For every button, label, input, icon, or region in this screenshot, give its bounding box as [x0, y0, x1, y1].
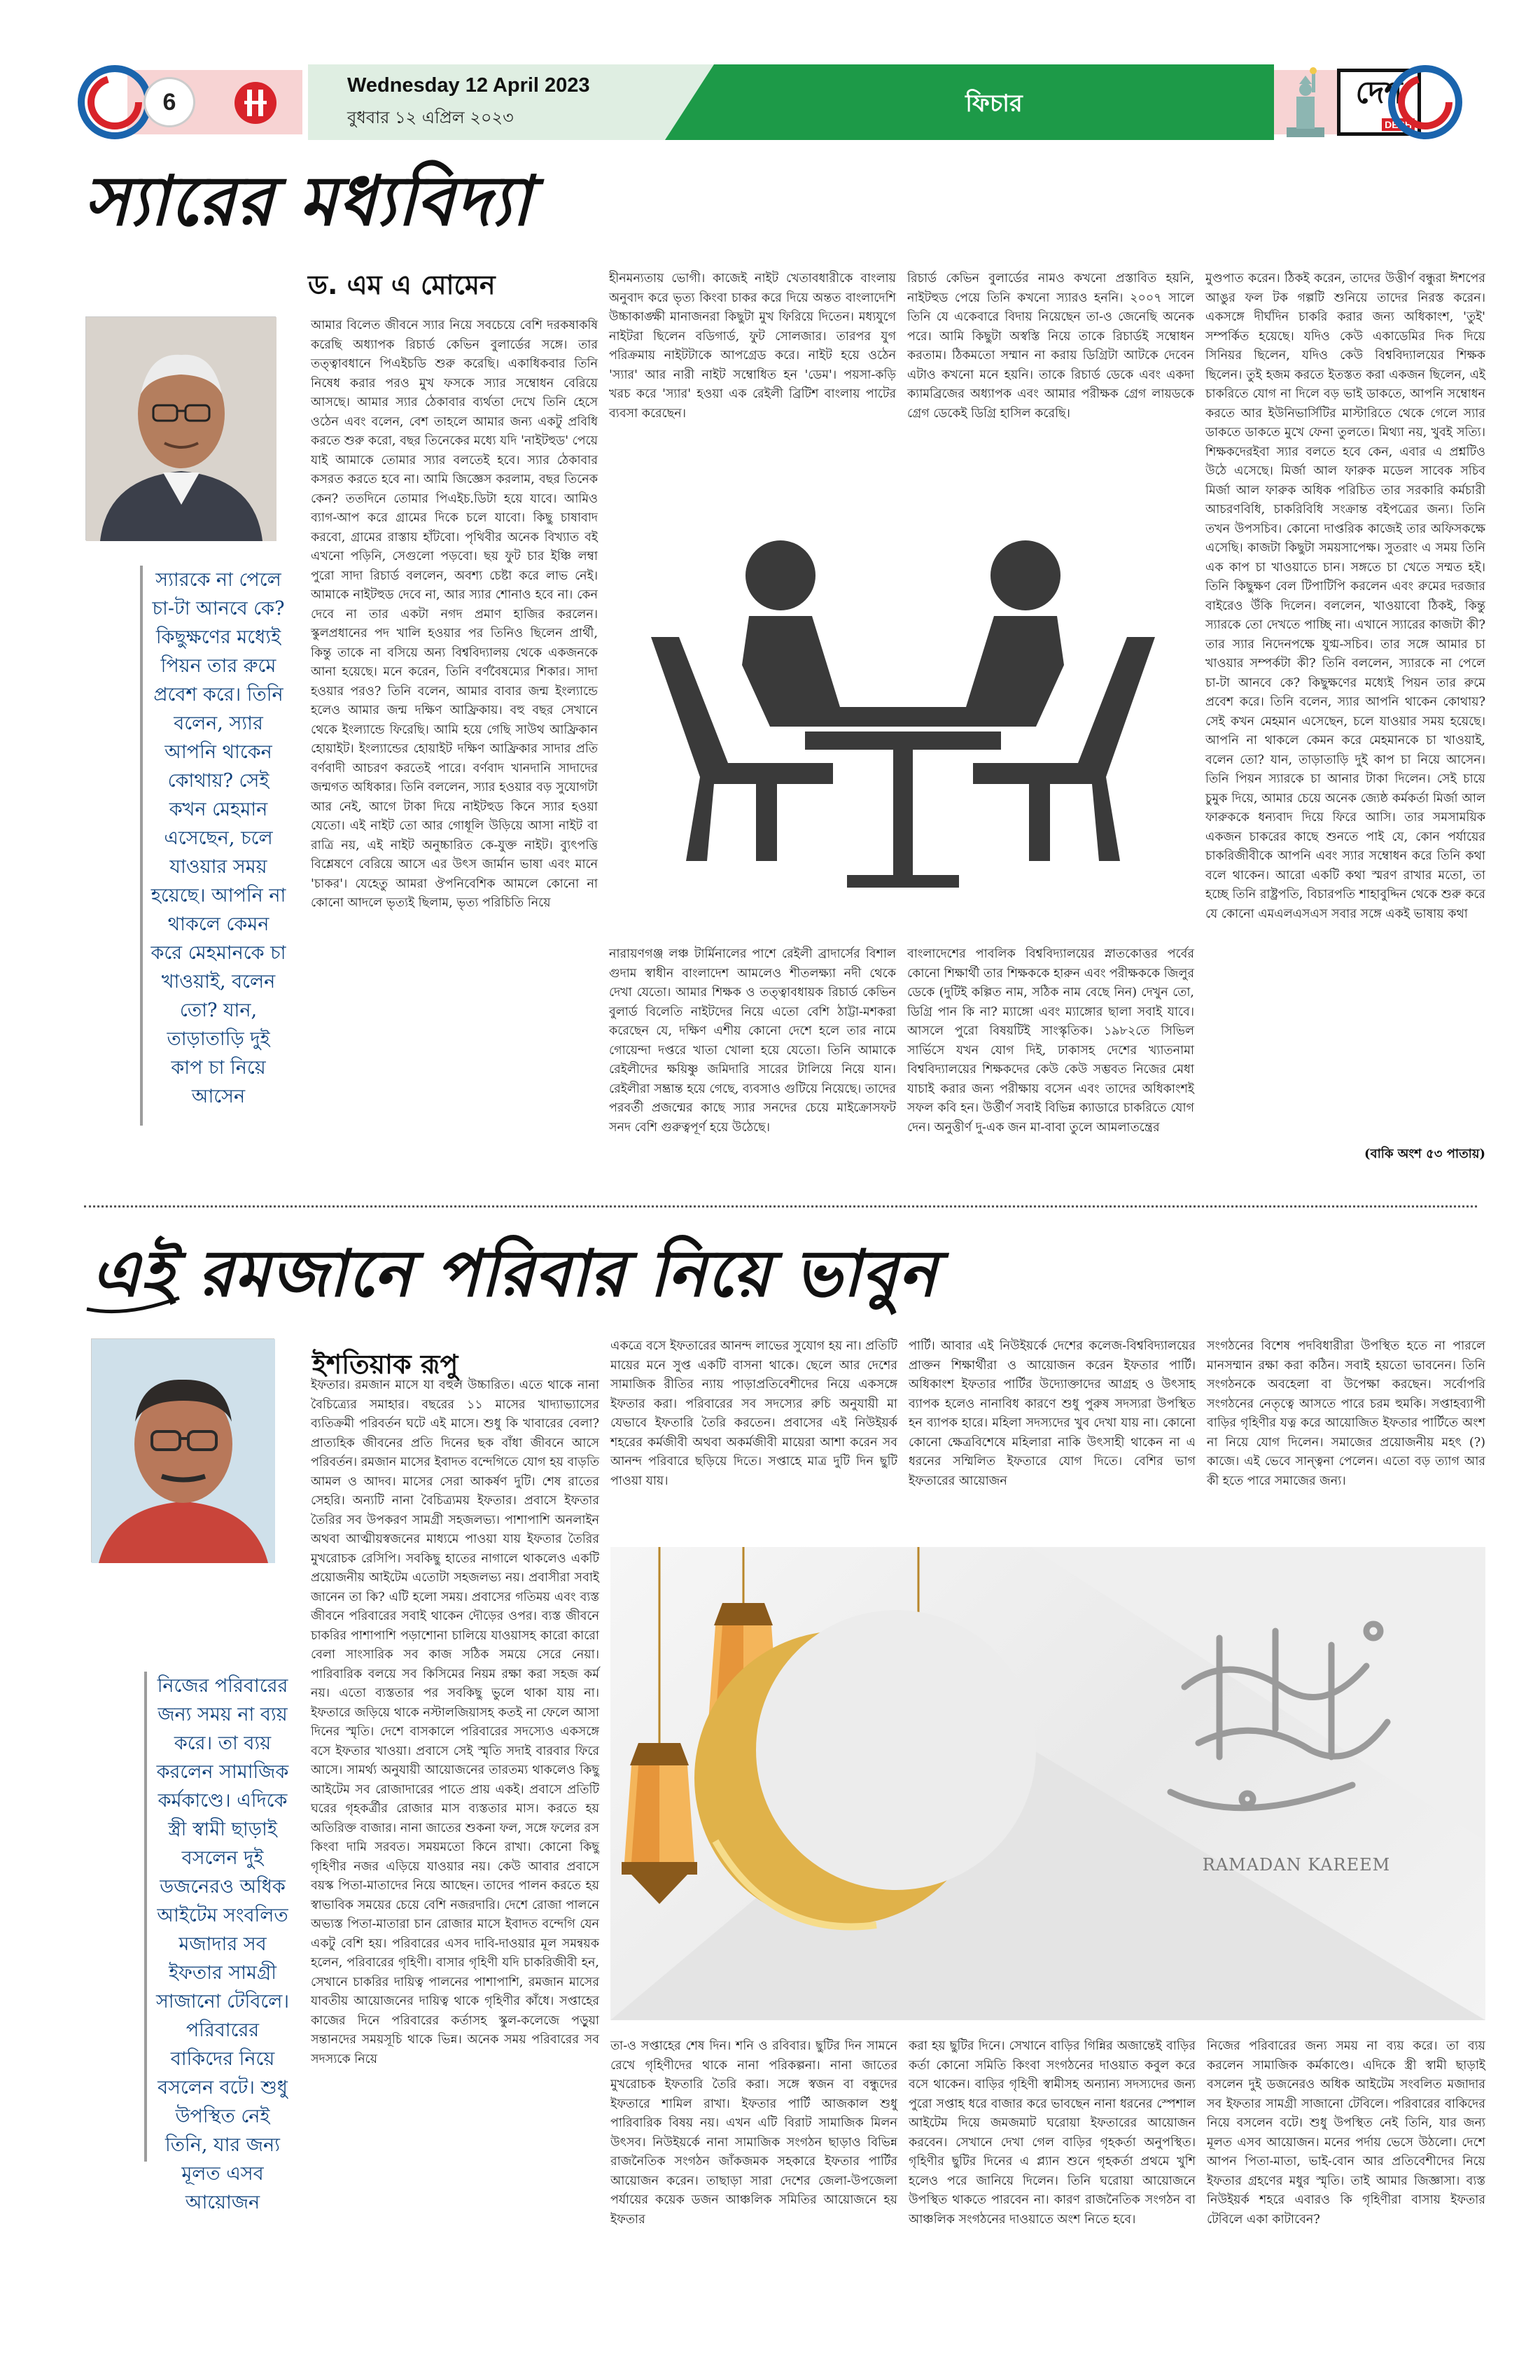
article2-column-4b	[1207, 2037, 1485, 2296]
meeting-illustration	[630, 532, 1176, 896]
article2-headline: এই রমজানে পরিবার নিয়ে ভাবুন	[91, 1236, 938, 1311]
article2-pullquote: নিজের পরিবারের জন্য সময় না ব্যয় করে। তা ব্যয় করলেন সামাজিক কর্মকাণ্ডে। এদিকে স্ত্রী স্বামী ছাড়াই বসলেন দুই ডজনেরও অধিক আইটেম সংবলিত মজাদার সব ইফতার সামগ্রী সাজানো টেবিলে। পরিবারের বাকিদের নিয়ে বসলেন বটে। শুধু উপস্থিত নেই তিনি, যার জন্য মূলত এসব আয়োজন	[144, 1672, 291, 2162]
desh-logo-sub: DESH	[1382, 118, 1415, 131]
article1-col1-text: আমার বিলেত জীবনে স্যার নিয়ে সবচেয়ে বেশি দরকষাকষি করেছি অধ্যাপক রিচার্ড কেভিন বুলার্ডের সঙ্গে। তার তত্ত্বাবধানে পিএইচডি শুরু করেছি। একাধিকবার তিনি নিষেধ করার পরও মুখ ফসকে স্যার সম্বোধন বেরিয়ে আসছে। আমার স্যার ঠেকাবার ব্যর্থতা দেখে তিনি হেসে ওঠেন এবং বলেন, বেশ তাহলে আমার জন্য একটু প্রবিধি করতে শুরু করো, বছর তিনেকের মধ্যে যদি 'নাইটহুড' পেয়ে যাই আমাকে তোমার স্যার বলতেই হবে। স্যার ঠেকাবার কসরত করতে হবে না। আমি জিজ্ঞেস করলাম, বছর তিনেক কেন? ততদিনে তোমার পিএইচ.ডিটা হয়ে যাবে। আমিও ব্যাগ-আপ করে গ্রামের দিকে চলে যাবো। কিছু চাষাবাদ করবো, গ্রামের রাস্তায় হাঁটবো। পৃথিবীর অনেক বিখ্যাত বই এখনো পড়িনি, সেগুলো পড়বো। ছয় ফুট চার ইঞ্চি লম্বা পুরো সাদা রিচার্ড বললেন, অবশ্য চেষ্টা করে লাভ নেই। আমাকে নাইটহুড দেবে না, আর স্যার শোনাও হবে না। কেন দেবে না তার একটা নগদ প্রমাণ হাজির করলেন। স্কুলপ্রধানের পদ খালি হওয়ার পর তিনিও ছিলেন প্রার্থী, কিন্তু তাকে না বসিয়ে অন্য বিশ্ববিদ্যালয় থেকে একজনকে আনা হয়েছে। মনে করেন, তিনি বর্ণবৈষম্যের শিকার। সাদা হওয়ার পরও? তিনি বলেন, আমার বাবার জন্ম ইংল্যান্ডে হলেও আমার জন্ম দক্ষিণ আফ্রিকায়। বহু বছর সেখানে থেকে ইংল্যান্ডে ফিরেছি। আমি হয়ে গেছি সাউথ আফ্রিকান হোয়াইট। ইংল্যান্ডের হোয়াইট দক্ষিণ আফ্রিকার সাদার প্রতি বর্ণবাদী আচরণ করতেই পারে। বর্ণবাদ খানদানি সাদাদের জন্মগত অধিকার। তিনি বললেন, স্যার হওয়ার বড় সুযোগটা আর নেই, আগে টাকা দিয়ে নাইটহুড কিনে স্যার হওয়া যেতো। এই নাইট তো আর গোধূলি উড়িয়ে আসা নাইট বা রাত্রি নয়, এই নাইট অনুচ্চারিত কে-যুক্ত নাইট। ব্যুৎপত্তি বিশ্লেষণে বেরিয়ে আসে এর উৎস জার্মান ভাষা এবং মানে 'চাকর'। যেহেতু আমরা ঔপনিবেশিক আমলে কোনো না কোনো আদলে ভৃত্যই ছিলাম, ভৃত্য পরিচিতি নিয়ে	[311, 318, 598, 910]
article2-col2b-text: তা-ও সপ্তাহের শেষ দিন। শনি ও রবিবার। ছুটির দিন সামনে রেখে গৃহিণীদের থাকে নানা পরিকল্পনা। নানা জাতের মুখরোচক ইফতারি তৈরি করা। সঙ্গে স্বজন বা বন্ধুদের ইফতারে শামিল রাখা। ইফতার পার্টি আজকাল শুধু পারিবারিক বিষয় নয়। এখন এটি বিরাট সামাজিক মিলন উৎসব। নিউইয়র্কে নানা সামাজিক সংগঠন ছাড়াও বিভিন্ন রাজনৈতিক সংগঠন জাঁকজমক সহকারে ইফতার পার্টির আয়োজন করেন। তাছাড়া সারা দেশের জেলা-উপজেলা পর্যায়ের কয়েক ডজন আঞ্চলিক সমিতির আয়োজনে হয় ইফতার	[610, 2039, 897, 2227]
headline-swash	[84, 1288, 182, 1316]
article1-author-photo	[85, 316, 276, 540]
article2-col3b-text: করা হয় ছুটির দিনে। সেখানে বাড়ির গিন্নির অজান্তেই বাড়ির কর্তা কোনো সমিতি কিংবা সংগঠনের দাওয়াত কবুল করে বসে থাকেন। বাড়ির গৃহিণী স্বামীসহ অন্যান্য সদস্যদের জন্য পুরো সপ্তাহ ধরে বাজার করে ভাবছেন নানা ধরনের স্পেশাল আইটেম দিয়ে জমজমাট ঘরোয়া ইফতারের আয়োজন করবেন। সেখানে দেখা গেল বাড়ির গৃহকর্তা অনুপস্থিত। গৃহিণীর ছুটির দিনের এ প্ল্যান শুনে গৃহকর্তা প্রথমে খুশি হলেও পরে জানিয়ে দিলেন। তিনি ঘরোয়া আয়োজনে উপস্থিত থাকতে পারবেন না। কারণ রাজনৈতিক সংগঠন বা আঞ্চলিক সংগঠনের দাওয়াতে অংশ নিতে হবে।	[909, 2039, 1196, 2227]
article2-column-4a	[1207, 1337, 1485, 1533]
article1-column-2b	[609, 945, 896, 1162]
section-title: ফিচার	[965, 90, 1023, 118]
article1-col3a-text: রিচার্ড কেভিন বুলার্ডের নামও কখনো প্রস্তাবিত হয়নি, নাইটহুড পেয়ে তিনি কখনো স্যারও হননি। ২০০৭ সালে তিনি যে একেবারে বিদায় নিয়েছেন তা-ও জেনেছি অনেক পরে। আমি কিছুটা অস্বস্তি নিয়ে তাকে রিচার্ডই সম্বোধন করতাম। ঠিকমতো সম্মান না করায় ডিগ্রিটা আটকে দেবেন এটাও কখনো মনে হয়নি। তাকে রিচার্ড ডেকে এবং একদা ক্যামব্রিজের অধ্যাপক এবং আমার পরীক্ষক গ্রেগ লায়ডকে গ্রেগ ডেকেই ডিগ্রি হাসিল করেছি।	[907, 272, 1194, 421]
article-separator	[84, 1205, 1477, 1208]
article1-headline: স্যারের মধ্যবিদ্যা	[84, 161, 532, 241]
article1-column-3a	[907, 270, 1194, 486]
article2-col4a-text: সংগঠনের বিশেষ পদবিধারীরা উপস্থিত হতে না পারলে মানসম্মান রক্ষা করা কঠিন। সবাই হয়তো ভাবনেন। তিনি সংগঠনকে অবহেলা বা উপেক্ষা করছেন। সর্বোপরি সংগঠনের নেতৃত্বে আসতে পারে চরম হুমকি। সপ্তাহব্যাপী বাড়ির গৃহিণীর যত্ন করে আয়োজিত ইফতার পার্টিতে অংশ না নিয়ে যোগ দিলেন। সমাজের প্রয়োজনীয় মহৎ (?) কাজে। এই ভেবে সান্ত্বনা পেলেন। এতো বড় ত্যাগ আর কী হতে পারে সমাজের জন্য।	[1207, 1339, 1485, 1488]
article2-col3a-text: পার্টি। আবার এই নিউইয়র্কে দেশের কলেজ-বিশ্ববিদ্যালয়ের প্রাক্তন শিক্ষার্থীরা ও আয়োজন করেন ইফতার পার্টি। অধিকাংশ ইফতার পার্টির উদ্যোক্তাদের আগ্রহ ও উৎসাহ ব্যাপক হলেও নানাবিধ কারণে শুধু পুরুষ সদস্যরা উপস্থিত হন ব্যাপক হারে। মহিলা সদস্যদের খুব দেখা যায় না। কোনো কোনো ক্ষেত্রবিশেষে মহিলারা নাকি উৎসাহী থাকেন না এ ধরনের সম্মিলিত ইফতারে যোগ দিতে। বেশির ভাগ ইফতারের আয়োজন	[909, 1339, 1196, 1488]
article2-column-1	[311, 1376, 599, 2293]
article1-col2b-text: নারায়ণগঞ্জ লঞ্চ টার্মিনালের পাশে রেইলী ব্রাদার্সের বিশাল গুদাম স্বাধীন বাংলাদেশ আমলেও শীতলক্ষ্যা নদী থেকে দেখা যেতো। আমার শিক্ষক ও তত্ত্বাবধায়ক রিচার্ড কেভিন বুলার্ড বিলেতি নাইটদের নিয়ে এতো বেশি ঠাট্টা-মশকরা করেছেন যে, দক্ষিণ এশীয় কোনো দেশে হলে তার নামে গোয়েন্দা দপ্তরে খাতা খোলা হয়ে যেতো। তিনি আমাকে রেইলীদের ক্ষয়িষ্ণু জমিদারি সারের টালিয়ে নিয়ে যান। রেইলীরা সম্ভ্রান্ত হয়ে গেছে, ব্যবসাও গুটিয়ে নিয়েছে। তাদের পরবর্তী প্রজন্মের কাছে স্যার সনদের চেয়ে মাইক্রোসফট সনদ বেশি গুরুত্বপূর্ণ হয়ে উঠেছে।	[609, 947, 896, 1135]
article1-col4-text: মুণ্ডপাত করেন। ঠিকই করেন, তাদের উত্তীর্ণ বন্ধুরা ঈশপের আঙুর ফল টক গল্পটি শুনিয়ে তাদের নিরস্ত করেন। একসঙ্গে দীর্ঘদিন চাকরি করার জন্য অধিকাংশ, 'তুই' সম্পর্কিত হয়েছে। যদিও কেউ একাডেমির দিক দিয়ে সিনিয়র ছিলেন, যদিও কেউ বিশ্ববিদ্যালয়ের শিক্ষক ছিলেন। তুই হজম করতে ইতস্তত করা একজন ছিলেন, এই চাকরিতে যোগ না দিলে বড় ভাই ডাকতে, আপনি সম্বোধন করতে আর ইউনিভার্সিটির মাস্টারিতে থেকে গেলে স্যার ডাকতে ডাকতে মুখে ফেনা তুলতে। মিথ্যা নয়, খুবই সত্যি। শিক্ষকদেরইবা স্যার বলতে হবে কেন, এবার এ প্রশ্নটিও উঠে এসেছে। মির্জা আল ফারুক মডেল সাবেক সচিব মির্জা আল ফারুক অধিক পরিচিত তার সরকারি কর্মচারী আচরণবিধি, চাকরিবিধি সংক্রান্ত বইপত্রের জন্য। তিনি তখন উপসচিব। কোনো দাপ্তরিক কাজেই তার অফিসকক্ষে এসেছি। কাজটা কিছুটা সময়সাপেক্ষ। সুতরাং এ সময় তিনি এক কাপ চা খাওয়াতে চান। সঙ্গতে চা খেতে সম্মত হই। তিনি কিছুক্ষণ বেল টিপাটিপি করলেন এবং রুমের দরজার বাইরেও উঁকি দিলেন। বললেন, খাওয়াবো ঠিকই, কিন্তু স্যারকে তো দেখতে পাচ্ছি না। এখানে স্যারের কাজটা কী? তার স্যার নিদেনপক্ষে যুগ্ম-সচিব। তার সঙ্গে আমার চা খাওয়ার সম্পর্কটা কী? তিনি বললেন, স্যারকে না পেলে চা-টা আনবে কে? কিছুক্ষণের মধ্যেই পিয়ন তার রুমে প্রবেশ করে। তিনি বলেন, স্যার আপনি থাকেন কোথায়? সেই কখন মেহমান এসেছেন, চলে যাওয়ার সময় হয়েছে। আপনি না থাকলে কেমন করে মেহমানকে চা খাওয়াই, বলেন তো? যান, তাড়াতাড়ি দুই কাপ চা নিয়ে আসেন। তিনি পিয়ন স্যারকে চা আনার টাকা দিলেন। সেই চায়ে চুমুক দিয়ে, আমার চেয়ে অনেক জ্যেষ্ঠ কর্মকর্তা মির্জা আল ফারুককে ধন্যবাদ দিয়ে ফিরে আসি। তার সমসাময়িক একজন চাকরের কাছে শুনতে পাই যে, কোন পর্যায়ের চাকরিজীবীকে আপনি এবং স্যার সম্বোধন করে তিনি কথা বলে থাকেন। আরো একটি কথা স্মরণ রাখার মতো, তা হচ্ছে তিনি রাষ্ট্রপতি, বিচারপতি শাহাবুদ্দিন থেকে শুরু করে যে কোনো এমএলএসএস সবার সঙ্গে একই ভাষায় কথা	[1205, 272, 1485, 921]
article2-author-photo	[91, 1338, 274, 1562]
article1-column-4	[1205, 270, 1485, 1143]
article1-col2a-text: হীনমন্যতায় ভোগী। কাজেই নাইট খেতাবধারীকে বাংলায় অনুবাদ করে ভৃত্য কিংবা চাকর করে দিয়ে অন্তত বাংলাদেশি উচ্চাকাঙ্ক্ষী মানাজনরা কিছুটা মুখ ফিরিয়ে দিতেন। মধ্যযুগে নাইটরা ছিলেন বডিগার্ড, ফুট সোলজার। তারপর যুগ পরিক্রমায় নাইটটাকে আপগ্রেড করে। নাইট হয়ে ওঠেন 'স্যার' আর নারী নাইট সম্বোধিত হন 'ডেম'। পয়সা-কড়ি খরচ করে 'স্যার' হওয়া এক রেইলী ব্রিটিশ বাংলায় পাটের ব্যবসা করেছেন।	[609, 272, 896, 421]
ramadan-kareem-image	[610, 1547, 1485, 2020]
date-english: Wednesday 12 April 2023	[347, 74, 590, 97]
ramadan-artwork	[610, 1547, 1485, 2020]
article1-pullquote: স্যারকে না পেলে চা-টা আনবে কে? কিছুক্ষণের মধ্যেই পিয়ন তার রুমে প্রবেশ করে। তিনি বলেন, স্যার আপনি থাকেন কোথায়? সেই কখন মেহমান এসেছেন, চলে যাওয়ার সময় হয়েছে। আপনি না থাকলে কেমন করে মেহমানকে চা খাওয়াই, বলেন তো? যান, তাড়াতাড়ি দুই কাপ চা নিয়ে আসেন	[140, 566, 287, 1126]
article1-column-1	[311, 316, 598, 1163]
lantern-icon	[622, 1743, 697, 1904]
desh-mark-icon	[227, 80, 284, 126]
article1-col3b-text: বাংলাদেশের পাবলিক বিশ্ববিদ্যালয়ের স্নাতকোত্তর পর্বের কোনো শিক্ষার্থী তার শিক্ষককে হারুন এবং পরীক্ষককে জিলুর ডেকে (দুটিই কল্পিত নাম, সঠিক নাম বেছে নিন) দেখুন তো, ডিগ্রি পান কি না? ম্যাঙ্গো এবং ম্যাঙ্গোর ছালা সবাই যাবে। আসলে পুরো বিষয়টিই সাংস্কৃতিক। ১৯৮২তে সিভিল সার্ভিসে যখন যোগ দিই, ঢাকাসহ দেশের খ্যাতনামা বিশ্ববিদ্যালয়ের শিক্ষকদের কেউ কেউ সম্ভবত নিজের মেধা যাচাই করার জন্য পরীক্ষায় বসেন এবং তাদের অধিকাংশই সফল কবি হন। উর্ত্তীর্ণ সবাই বিভিন্ন ক্যাডারে চাকরিতে যোগ দেন। অনুত্তীর্ণ দু-এক জন মা-বাবা তুলে আমলাতন্ত্রের	[907, 947, 1195, 1135]
date-bangla: বুধবার ১২ এপ্রিল ২০২৩	[347, 108, 514, 127]
article1-continued-note: (বাকি অংশ ৫৩ পাতায়)	[1364, 1147, 1485, 1161]
article1-column-3b	[907, 945, 1194, 1162]
circle-ornament-right	[1386, 64, 1463, 140]
ramadan-kareem-caption: RAMADAN KAREEM	[1202, 1855, 1391, 1875]
author-portrait-icon	[86, 317, 276, 541]
page-header	[77, 64, 1463, 140]
article2-author: ইশতিয়াক রূপু	[312, 1349, 458, 1380]
page-number-badge	[144, 77, 195, 127]
article2-col4b-text: নিজের পরিবারের জন্য সময় না ব্যয় করে। তা ব্যয় করলেন সামাজিক কর্মকাণ্ডে। এদিকে স্ত্রী স্বামী ছাড়াই বসলেন দুই ডজনেরও অধিক আইটেম সংবলিত মজাদার সব ইফতার সামগ্রী সাজানো টেবিলে। পরিবারের বাকিদের নিয়ে বসলেন বটে। শুধু উপস্থিত নেই তিনি, যার জন্য মূলত এসব আয়োজন। মনের পর্দায় ভেসে উঠলো। দেশে আপন পিতা-মাতা, ভাই-বোন আর প্রতিবেশীদের নিয়ে ইফতার গ্রহণের মধুর স্মৃতি। তাই আমার জিজ্ঞাসা। ব্যস্ত নিউইয়র্ক শহরে এবারও কি গৃহিণীরা বাসায় ইফতার টেবিলে একা কাটাবেন?	[1207, 2039, 1485, 2227]
statue-of-liberty-icon	[1281, 66, 1330, 139]
article1-column-2a	[609, 270, 896, 486]
article2-column-2a	[610, 1337, 897, 1533]
article2-column-2b	[610, 2037, 897, 2296]
author-portrait-icon	[92, 1339, 275, 1563]
article2-col1-text: ইফতার। রমজান মাসে যা বহুল উচ্চারিত। এতে থাকে নানা বৈচিত্র্যের সমাহার। বছরের ১১ মাসের খাদ্যাভ্যাসের ব্যতিক্রমী পরিবর্তন ঘটে এই মাসে। শুধু কি খাবারের বেলা? প্রাত্যহিক জীবনের প্রতি দিনের ছক বাঁধা জীবনে আসে পরিবর্তন। রমজান মাসের ইবাদত বন্দেগিতে যোগ হয় বাড়তি আমল ও আদব। মাসের সেরা আকর্ষণ দুটি। শেষ রাতের সেহরি। অন্যটি নানা বৈচিত্র্যময় ইফতার। প্রবাসে ইফতার তৈরির সব উপকরণ সামগ্রী সহজলভ্য। পাশাপাশি অনলাইন অথবা আত্মীয়স্বজনের মাধ্যমে পাওয়া যায় ইফতার তৈরির মুখরোচক রেসিপি। সবকিছু হাতের নাগালে থাকলেও একটি প্রয়োজনীয় আইটেম এতোটা সহজলভ্য নয়। প্রবাসীরা সবাই জানেন তা কি? এটি হলো সময়। প্রবাসের গতিময় এবং ব্যস্ত জীবনে পরিবারের সবাই থাকেন দৌড়ের ওপর। ব্যস্ত জীবনে চাকরির পাশাপাশি পড়াশোনা চালিয়ে যাওয়াসহ কারো কারো বেলা সাংসারিক সব কাজ সঠিক সময়ে সেরে নেয়া। পারিবারিক বলয়ে সব কিসিমের নিয়ম রক্ষা করা সহজ কর্ম নয়। এতো ব্যস্ততার পর সবকিছু ভুলে থাকা যায় না। ইফতারে জড়িয়ে থাকে নস্টালজিয়াসহ কতই না ফেলে আসা দিনের স্মৃতি। দেশে বাসকালে পরিবারের সদস্যেও একসঙ্গে বসে ইফতার খাওয়া। প্রবাসে সেই স্মৃতি সদাই বারবার ফিরে আসে। সামর্থ্য অনুযায়ী আয়োজনের তারতম্য থাকলেও কিছু আইটেম সব রোজাদারের পাতে প্রায় একই। প্রবাসে প্রতিটি ঘরের গৃহকর্ত্রীর রোজার মাস ব্যস্ততার মাস। করতে হয় অতিরিক্ত বাজার। নানা জাতের শুকনা ফল, সঙ্গে ফলের রস কিংবা দামি সরবত। সময়মতো কিনে রাখা। কোনো কিছু গৃহিণীর নজর এড়িয়ে যাওয়ার নয়। কেউ আবার প্রবাসে বয়স্ক পিতা-মাতাদের নিয়ে আছেন। তাদের পালন করতে হয় স্বাভাবিক সময়ের চেয়ে বেশি নজরদারি। দেশে রোজা পালনে অভ্যস্ত পিতা-মাতারা চান রোজার মাসে ইবাদত বন্দেগি যেন একটু বেশি হয়। পরিবারের এসব দাবি-দাওয়ার মূল সমন্বয়ক হলেন, পরিবারের গৃহিণী। বাসার গৃহিণী যদি চাকরিজীবী হন, সেখানে চাকরির দায়িত্ব পালনের পাশাপাশি, রমজান মাসের যাবতীয় আয়োজনের দায়িত্ব থাকে গৃহিণীর কাঁধে। সপ্তাহের কাজের দিনে পরিবারের কর্তাসহ স্কুল-কলেজে পড়ুয়া সন্তানদের সময়সূচি থাকে ভিন্ন। অনেক সময় পরিবারের সব সদস্যকে নিয়ে	[311, 1378, 599, 2066]
article1-author: ড. এম এ মোমেন	[308, 270, 496, 300]
circle-ornament-left	[77, 64, 154, 140]
desh-logo-text: দেশ	[1355, 75, 1403, 111]
article2-column-3b	[909, 2037, 1196, 2296]
article2-column-3a	[909, 1337, 1196, 1533]
article2-col2a-text: একত্রে বসে ইফতারের আনন্দ লাভের সুযোগ হয় না। প্রতিটি মায়ের মনে সুপ্ত একটি বাসনা থাকে। ছেলে আর দেশের সামাজিক রীতির ন্যায় পাড়াপ্রতিবেশীদের নিয়ে একসঙ্গে ইফতার করা। পরিবারের সব সদস্যের রুচি অনুযায়ী মা যেভাবে ইফতারি তৈরি করতেন। প্রবাসের এই নিউইয়র্ক শহরের কর্মজীবী অথবা অকর্মজীবী মায়েরা আশা করেন সব আনন্দ পরিবারে ছড়িয়ে দিতে। সপ্তাহে মাত্র দুটি দিন ছুটি পাওয়া যায়।	[610, 1339, 897, 1488]
page-number: 6	[162, 88, 176, 115]
